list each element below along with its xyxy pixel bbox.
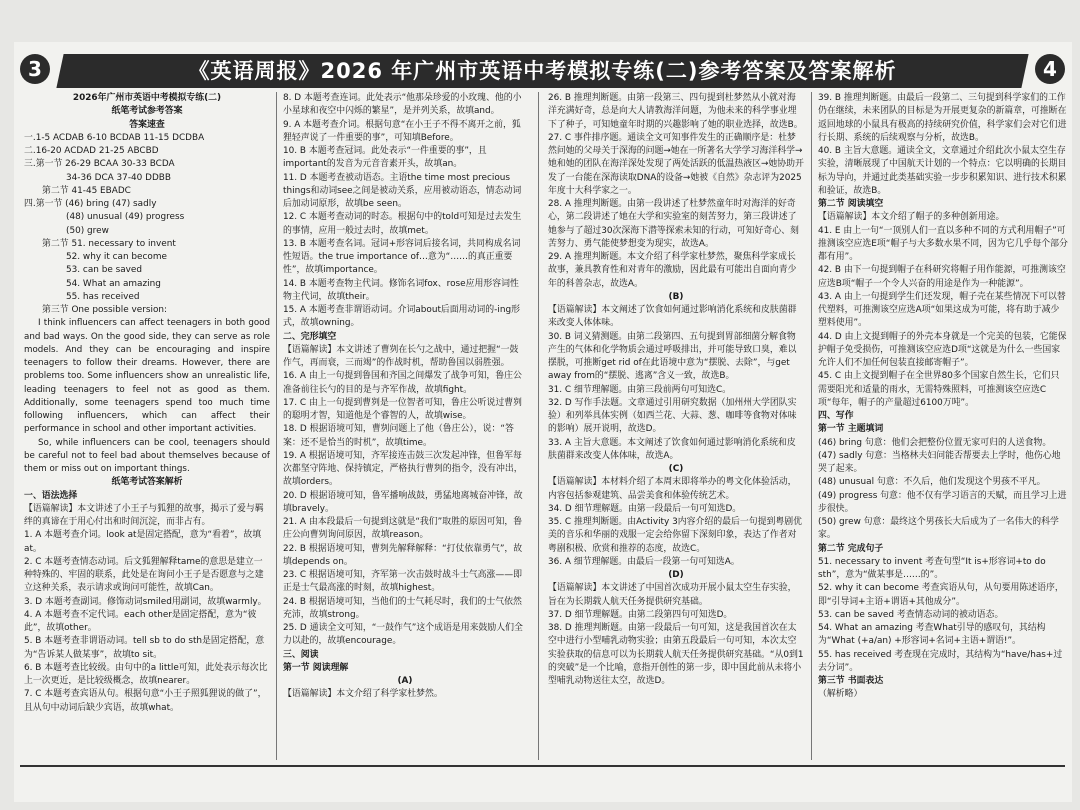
text-line: (47) sadly 句意：当格林夫妇问能否帮要去上学时，他伤心地哭了起来。 (818, 450, 1061, 474)
text-line: 四、写作 (818, 411, 854, 421)
text-line: 31. C 细节理解题。由第三段前两句可知选C。 (548, 384, 732, 395)
text-line: 14. B 本题考查物主代词。修饰名词fox、rose应用形容词性物主代词，故填their。 (283, 278, 519, 302)
text-line: 【语篇解读】本文介绍了帽子的多种创新用途。 (818, 212, 1005, 223)
text-line: 42. B 由下一句提到帽子在科研究将帽子用作能源，可推测该空应选B项“帽子一个令人兴奋的用途是作为一种能源”。 (818, 265, 1066, 289)
text-line: (50) grew (66, 225, 109, 236)
column-3 (548, 92, 804, 762)
page-title: 《英语周报》2026 年广州市英语中考模拟专练(二)参考答案及答案解析 (188, 59, 897, 83)
text-line: 【语篇解读】本文讲述了小王子与狐狸的故事，揭示了爱与羁绊的真谛在于用心付出和时间沉淀，而非占有。 (24, 503, 264, 527)
text-line: 53. can be saved (66, 265, 143, 276)
text-line: 30. B 词义猜测题。由第二段第四、五句提到胃部细菌分解食物产生的气体和化学物质会通过呼吸排出，并可能导致口臭，难以摆脱，可推断get rid of在此语境中意为“摆脱、去除”，与get away from的“摆脱、逃离”含义一致，故选B。 (548, 331, 797, 382)
text-line: 24. B 根据语境可知，当他们的士气耗尽时，我们的士气依然充沛，故填strong。 (283, 596, 522, 620)
text-line: (B) (668, 291, 684, 302)
text-line: 17. C 由上一句提到曹刿是一位智者可知，鲁庄公听说过曹刿的聪明才智，知道他是个睿智的人，故填wise。 (283, 397, 522, 421)
text-line: (D) (668, 570, 684, 580)
text-line: 54. What an amazing (66, 278, 161, 289)
text-line: 52. why it can become (66, 252, 167, 262)
text-line: 33. A 主旨大意题。本文阐述了饮食如何通过影响消化系统和皮肤菌群来改变人体体味，故选A。 (548, 437, 796, 461)
text-line: 2026年广州市英语中考模拟专练(二) (72, 93, 222, 103)
text-line: 40. B 主旨大意题。通读全文，文章通过介绍此次小鼠太空生存实验，清晰展现了中国航天计划的一个特点：它以明确的长期目标为导向，并通过此类基础实验一步步积累知识、进行技术积累和验证，故选B。 (818, 146, 1067, 196)
text-line: 54. What an amazing 考查What引导的感叹句，其结构为“What (+a/an) +形容词+名词+主语+谓语!”。 (818, 623, 1046, 647)
text-line: 55. has received 考查现在完成时，其结构为“have/has+过去分词”。 (818, 649, 1063, 673)
text-line: 13. B 本题考查名词。冠词+形容词后接名词，共同构成名词性短语。the true importance of…意为“……的真正重要性”，故填importance。 (283, 238, 521, 276)
text-line: 27. C 事件排序题。通读全文可知事件发生的正确顺序是：杜梦然问她的父母关于深海的问题→她在一所著名大学学习海洋科学→她和她的团队在海洋深处发现了两处活跃的低温热液区→她协助开发了一台能在深海读取DNA的设备→她被《自然》杂志评为2025年度十大科学家之一。 (548, 132, 804, 196)
text-line: 19. A 根据语境可知，齐军接连击鼓三次发起冲锋，但鲁军每次都坚守阵地、保持镇定，严格执行曹刿的指令，没有冲出，故填orders。 (283, 450, 523, 488)
column-1 (24, 92, 270, 762)
page-number-left: 3 (20, 54, 50, 84)
text-line: 5. B 本题考查非谓语动词。tell sb to do sth是固定搭配，意为“告诉某人做某事”，故填to sit。 (24, 636, 265, 660)
text-line: 23. C 根据语境可知，齐军第一次击鼓时战斗士气高涨——即正是士气最高涨的时刻，故填highest。 (283, 570, 522, 594)
text-line: 第三节 书面表达 (818, 676, 884, 686)
text-line: 39. B 推理判断题。由最后一段第二、三句提到科学家们的工作仍在继续，未来团队的目标是为开展更复杂的新篇章，可推断在返回地球的小鼠具有极高的持续研究价值，科学家们会对它们进行长期、系统的后续观察与分析，故选B。 (818, 93, 1067, 143)
text-line: 第一节 主题填词 (818, 424, 884, 435)
text-line: 四.第一节 (46) bring (47) sadly (24, 199, 157, 209)
text-line: 25. D 通读全文可知，“一鼓作气”这个成语是用来鼓励人们全力以赴的，故填encourage。 (283, 623, 523, 647)
text-line: 22. B 根据语境可知，曹刿先解释解释：“打仗依靠勇气”，故填depends on。 (283, 543, 523, 567)
text-line: 41. E 由上一句“一顶别人们一直以多种不同的方式利用帽子”可推测该空应选E项“帽子与大多数水果不同，因为它几乎每个部分都有用”。 (818, 225, 1068, 262)
text-line: (A) (397, 676, 413, 686)
text-line: 第二节 阅读填空 (818, 199, 884, 209)
text-line: (46) bring 句意：他们会把整份位置无家可归的人送食物。 (818, 437, 1052, 448)
text-line: 【语篇解读】本文讲述了中国首次成功开展小鼠太空生存实验，旨在为长期载人航天任务提供研究基础。 (548, 583, 797, 607)
text-line: 第二节 完成句子 (818, 543, 884, 554)
text-line: 8. D 本题考查连词。此处表示“他那朵珍爱的小玫瑰、他的小小星球和夜空中闪烁的繁星”，是并列关系，故填and。 (283, 93, 522, 117)
text-line: 6. B 本题考查比较级。由句中的a little可知，此处表示每次比上一次更近，是比较级概念，故填nearer。 (24, 662, 268, 686)
text-line: 9. A 本题考查介词。根据句意“在小王子不得不离开之前，狐狸轻声说了一件重要的事”，可知填Before。 (283, 119, 521, 143)
text-line: (48) unusual (49) progress (66, 212, 185, 223)
text-line: 第一节 阅读理解 (283, 662, 349, 673)
text-line: 21. A 由本段最后一句提到这就是“我们”取胜的原因可知，鲁庄公向曹刿询问原因，故填reason。 (283, 517, 523, 541)
header-banner (20, 52, 1065, 92)
text-line: So, while influencers can be cool, teenagers should be careful not to feel bad about themselves because of them or miss out on important things. (24, 437, 270, 474)
text-line: 第三节 One possible version: (42, 305, 167, 315)
text-line: 38. D 推理判断题。由第一段最后一句可知，这是我国首次在太空中进行小型哺乳动物实验；由第五段最后一句可知，本次太空实验获取的信息可以为长期载人航天任务提供研究基础。“从0到1的突破”是一个比喻，意指开创性的第一步，即中国此前从未将小型哺乳动物送往太空，故选D。 (548, 623, 804, 686)
text-line: 34-36 DCA 37-40 DDBB (66, 172, 171, 183)
text-line: 纸笔考试答案解析 (111, 477, 183, 488)
text-line: 53. can be saved 考查情态动词的被动语态。 (818, 609, 1004, 620)
text-line: 12. C 本题考查动词的时态。根据句中的told可知是过去发生的事情，应用一般过去时，故填met。 (283, 212, 522, 236)
text-line: 答案速查 (129, 119, 165, 130)
text-line: (48) unusual 句意：不久后，他们发现这个男孩不平凡。 (818, 477, 1046, 488)
text-line: 11. D 本题考查被动语态。主语the time most precious things和动词see之间是被动关系，应用被动语态，情态动词后加动词原形，故填be seen。 (283, 172, 522, 209)
column-divider (276, 92, 277, 760)
text-line: 35. C 推理判断题。由Activity 3内容介绍的最后一句提到粤剧优美的音乐和华丽的戏服一定会给你留下深刻印象，表达了作者对粤剧积极、欣赏和推荐的态度，故选C。 (548, 517, 802, 554)
page-number-right: 4 (1035, 54, 1065, 84)
text-line: 20. D 根据语境可知，鲁军播响战鼓，勇猛地离城奋冲锋，故填bravely。 (283, 490, 523, 514)
text-line: 一、语法选择 (24, 490, 78, 501)
text-line: 三、阅读 (283, 649, 319, 660)
column-divider (811, 92, 812, 760)
text-line: 16. A 由上一句提到鲁国和齐国之间爆发了战争可知，鲁庄公准备前往长勺的目的是与齐军作战，故填fight。 (283, 371, 522, 395)
text-line: 二、完形填空 (283, 331, 337, 342)
column-divider (538, 92, 539, 760)
text-line: 二.16-20 ACDAD 21-25 ABCBD (24, 146, 159, 156)
text-line: I think influencers can affect teenagers in both good and bad ways. On the good side, they can serve as role models. And they can be encouraging and inspire teenagers to follow their dreams. However, there are problems too. Some influencers show an unrealistic life, leading teenagers to feel not as good as them. Additionally, some teenagers spend too much time following influencers, which can affect their performance in school and other important activities. (24, 318, 270, 435)
text-line: 18. D 根据语境可知，曹刿问题上了他（鲁庄公），说：“答案：还不是恰当的时机”，故填time。 (283, 424, 514, 448)
bottom-rule (20, 765, 1065, 767)
text-line: 10. B 本题考查冠词。此处表示“一件重要的事”，且important的发音为元音音素开头，故填an。 (283, 146, 487, 170)
text-line: 28. A 推理判断题。由第一段讲述了杜梦然童年时对海洋的好奇心，第二段讲述了她在大学和实验室的刻苦努力，第三段讲述了她参与了超过30次深海下潜等探索未知的行动，可知好奇心、刻苦努力、勇气能使梦想变为现实，故选A。 (548, 199, 799, 249)
text-line: (C) (668, 464, 684, 474)
text-line: 34. D 细节理解题。由第一段最后一句可知选D。 (548, 503, 742, 514)
text-line: (49) progress 句意：他不仅有学习语言的天赋，而且学习上进步很快。 (818, 490, 1067, 514)
text-line: 15. A 本题考查非谓语动词。介词about后面用动词的-ing形式，故填owning。 (283, 305, 520, 329)
text-line: 29. A 推理判断题。本文介绍了科学家杜梦然，聚焦科学家成长故事，兼具教育性和对青年的激励，因此最有可能出自面向青少年的科普杂志，故选A。 (548, 252, 797, 289)
text-line: 三.第一节 26-29 BCAA 30-33 BCDA (24, 159, 175, 170)
text-line: 4. A 本题考查不定代词。each other是固定搭配，意为“彼此”，故填other。 (24, 609, 257, 633)
text-line: 44. D 由上文提到帽子的外壳本身就是一个完美的包装，它能保护帽子免受损伤，可推测该空应选D项“这就是为什么一些国家允许人们不加任何包装直接邮寄帽子”。 (818, 331, 1067, 368)
text-line: 【语篇解读】本文阐述了饮食如何通过影响消化系统和皮肤菌群来改变人体体味。 (548, 305, 797, 329)
text-line: 55. has received (66, 291, 140, 302)
text-line: 32. D 写作手法题。文章通过引用研究数据（加州州大学团队实验）和列举具体实例（如西兰花、大蒜、葱、咖啡等食物对体味的影响）展开说明，故选D。 (548, 397, 797, 435)
text-line: 26. B 推理判断题。由第一段第三、四句提到杜梦然从小就对海洋充满好奇，总是向大人请教海洋问题，为他未来的科学事业埋下了种子，可知她童年时期的兴趣影响了她的职业选择，故选B。 (548, 93, 803, 130)
text-line: （解析略） (818, 689, 863, 700)
text-line: 3. D 本题考查副词。修饰动词smiled用副词，故填warmly。 (24, 596, 267, 607)
text-line: 一.1-5 ACDAB 6-10 BCDAB 11-15 DCDBA (24, 132, 205, 143)
text-line: 第二节 51. necessary to invent (42, 238, 176, 249)
text-line: 37. D 细节理解题。由第二段第四句可知选D。 (548, 609, 733, 620)
column-2 (283, 92, 527, 762)
text-line: 第二节 41-45 EBADC (42, 185, 131, 196)
text-line: 7. C 本题考查宾语从句。根据句意“小王子照狐狸说的做了”，且从句中动词后缺少宾语，故填what。 (24, 689, 267, 713)
text-line: 【语篇解读】本文介绍了科学家杜梦然。 (283, 689, 443, 700)
text-line: 【语篇解读】本材料介绍了本周末即将举办的粤文化体验活动，内容包括参观建筑、品尝美食和体验传统艺术。 (548, 477, 797, 501)
text-line: 2. C 本题考查情态动词。后文狐狸解释tame的意思是建立一种特殊的、牢固的联系，此处是在询问小王子是否愿意与之建立这种关系，表示请求或询问可能性，故填Can。 (24, 556, 264, 594)
text-line: 43. A 由上一句提到学生们还发现，帽子壳在某些情况下可以替代塑料，可推测该空应选A项“如果这成为可能，将有助于减少塑料使用”。 (818, 291, 1066, 329)
text-line: 45. C 由上文提到帽子在全世界80多个国家自然生长，它们只需要阳光和适量的雨水，无需特殊照料，可推测该空应选C项“每年，帽子的产量超过6100万吨”。 (818, 371, 1060, 408)
column-4 (818, 92, 1068, 762)
text-line: 36. A 细节理解题。由最后一段第一句可知选A。 (548, 556, 740, 567)
text-line: 1. A 本题考查介词。look at是固定搭配，意为“看着”，故填at。 (24, 530, 262, 554)
text-line: 纸笔考试参考答案 (111, 106, 183, 117)
text-line: 52. why it can become 考查宾语从句，从句要用陈述语序，即“引导词+主语+谓语+其他成分”。 (818, 583, 1064, 607)
text-line: (50) grew 句意：最终这个男孩长大后成为了一名伟大的科学家。 (818, 517, 1059, 541)
text-line: 51. necessary to invent 考查句型“It is+形容词+to do sth”，意为“做某事是……的”。 (818, 556, 1046, 580)
text-line: 【语篇解读】本文讲述了曹刿在长勺之战中，通过把握“一鼓作气，再而衰，三而竭”的作战时机，帮助鲁国以弱胜强。 (283, 344, 519, 368)
